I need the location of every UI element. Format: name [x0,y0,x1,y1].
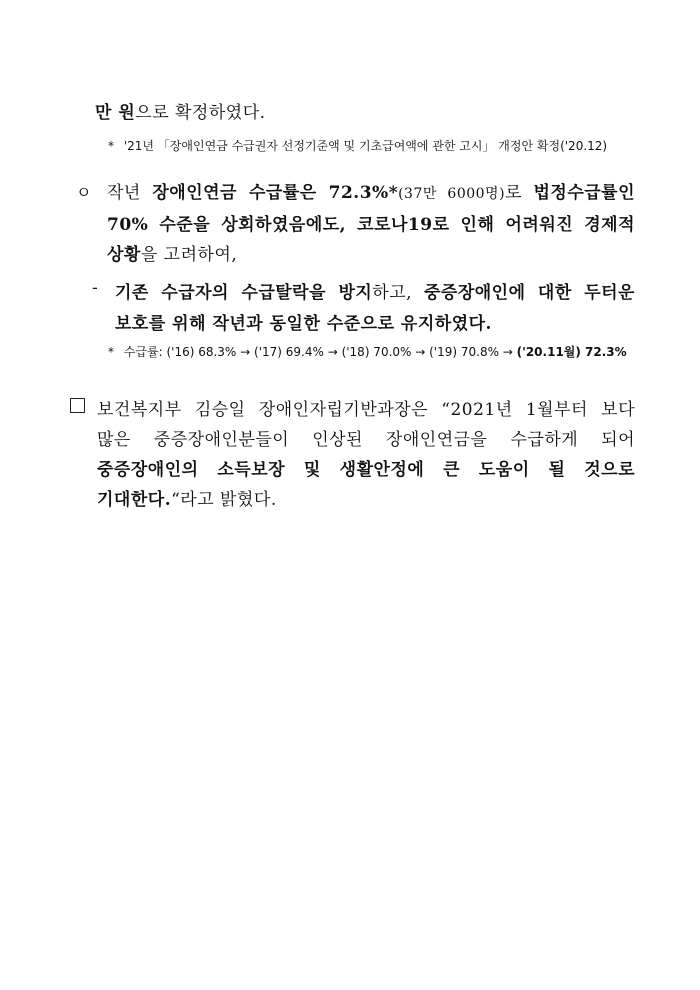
footnote-bold: ('20.11월) 72.3% [516,345,627,359]
item1-count: (37만 6000명) [398,186,506,202]
item1-bold: 70% 수준을 상회하였음에도, 코로나19로 인해 어려워진 경제적 [107,215,635,235]
item2-bold: 기존 수급자의 수급탈락을 방지 [115,283,373,303]
footnote-star: * [108,345,114,359]
checkbox-bullet [70,398,85,413]
item1-line3 [107,240,237,265]
item3-line4 [97,485,277,510]
item1-text: 로 [505,183,534,203]
item3-text: 보건복지부 김승일 장애인자립기반과장은 “2021년 1월부터 보다 [97,400,635,420]
item2-bold: 보호를 위해 작년과 동일한 수준으로 유지하였다. [115,314,492,334]
item2-text: 하고, [372,283,424,303]
circle-bullet: ㅇ [76,183,92,202]
item2-bold: 중증장애인에 대한 두터운 [423,283,635,303]
top-line-text: 으로 확정하였다. [135,103,266,123]
item2-line2 [115,309,492,334]
item3-bold: 중증장애인의 소득보장 및 생활안정에 큰 도움이 될 것으로 [97,460,635,480]
item1-bold: 상황 [107,245,141,265]
item3-line1 [97,395,635,420]
top-line [95,98,266,123]
footnote-text: 수급률: ('16) 68.3% → ('17) 69.4% → ('18) 70.0% → ('19) 70.8% → [123,345,517,359]
dash-bullet: - [92,278,99,298]
item3-text: 많은 중증장애인분들이 인상된 장애인연금을 수급하게 되어 [97,430,635,450]
item1-line2 [107,210,635,235]
top-footnote [108,137,607,154]
item3-line3 [97,455,635,480]
item1-bold: 법정수급률인 [533,183,636,203]
item1-text: 작년 [107,183,153,203]
footnote-text: '21년 「장애인연금 수급권자 선정기준액 및 기초급여액에 관한 고시」 개정안 확정('20.12) [123,139,608,153]
item2-line1 [115,278,635,303]
item1-bold: 장애인연금 수급률은 72.3%* [152,183,399,203]
footnote-star: * [108,139,114,153]
item3-bold: 기대한다. [97,490,172,510]
item1-line1 [107,178,635,203]
top-line-bold: 만 원 [95,103,136,123]
item2-footnote [108,343,627,360]
item3-text: “라고 밝혔다. [171,490,277,510]
item3-line2 [97,425,635,450]
item1-text: 을 고려하여, [140,245,238,265]
